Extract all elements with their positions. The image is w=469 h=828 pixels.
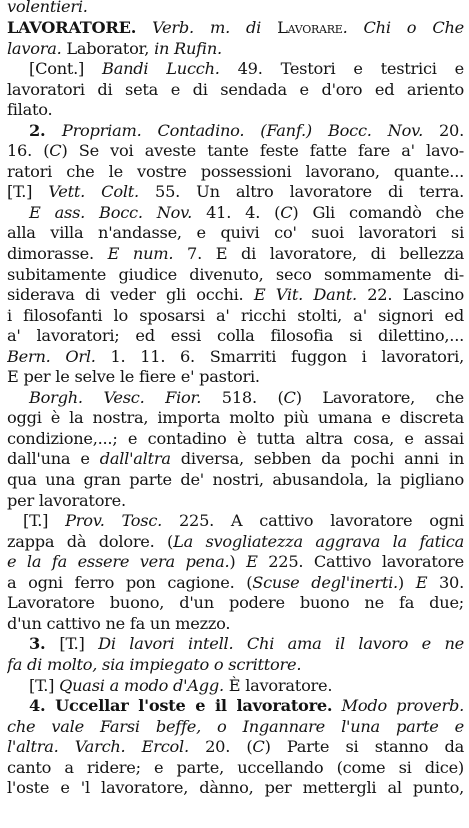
text-line [7,388,464,409]
text-line [7,676,464,697]
text-segment: 3. [29,634,60,654]
text-line [7,162,464,183]
text-line [7,203,464,224]
text-segment: diversa, sebben da pochi anni in [170,449,464,469]
text-segment: ) Gli comandò che [292,202,464,222]
text-line [7,39,464,60]
text-segment: 1. 11. 6. Smarriti fuggon i lavoratori, [95,346,464,366]
text-segment: 30. [427,572,464,592]
text-segment: 518. ( [201,387,284,407]
text-line [7,59,464,80]
text-line [7,717,464,738]
text-segment: a ogni ferro pon cagione. ( [7,572,253,592]
text-segment: ) Parte si stanno da [264,737,464,757]
text-line [7,573,464,594]
text-line [7,285,464,306]
text-segment: e la fa essere vera pena. [7,552,230,572]
text-line [7,306,464,327]
text-segment: Bern. Orl. [7,346,96,366]
text-segment: filato. [7,100,53,120]
text-segment: d'un cattivo ne fa un mezzo. [7,613,231,633]
text-segment: [T.] [7,182,49,202]
text-segment: condizione,...; e contadino è tutta altra cosa, e assai [7,428,464,448]
text-segment: E ass. Bocc. Nov. [29,202,193,222]
text-line [7,326,464,347]
text-segment: ) [397,572,416,592]
text-segment: canto a ridere; e parte, uccellando (come si dice) [7,757,464,777]
text-segment: alla villa n'andasse, e quivi co' suoi lavoratori si [7,223,464,243]
text-line [7,778,464,799]
text-segment: È lavoratore. [223,675,333,695]
text-segment: LAVORATORE. [7,18,137,37]
text-line [7,182,464,203]
text-line [7,552,464,573]
text-line [7,655,464,676]
text-segment: E [246,552,258,572]
text-segment: C [49,141,62,161]
text-segment: Prov. Tosc. [65,511,163,531]
text-segment: 49. Testori e testrici e [219,59,464,79]
text-segment: ratori che le vostre possessioni lavorano, quante... [7,161,464,181]
text-segment: siderava di veder gli occhi. [7,285,254,305]
text-segment: 20. [422,120,464,140]
text-segment: oggi è la nostra, importa molto più umana e discreta [7,408,464,428]
text-segment: Scuse degl'inerti. [252,572,398,592]
text-segment: C [252,737,265,757]
text-line [7,491,464,512]
text-segment: . Chi o Che [342,18,464,37]
text-segment: 55. Un altro lavoratore di terra. [138,182,464,202]
text-segment: i filosofanti lo sposarsi a' ricchi stolti, a' signori ed [7,305,464,325]
text-segment: 20. ( [188,737,253,757]
text-line [7,121,464,142]
text-segment: lavoratori di seta e di sendada e d'oro ed ariento [7,79,464,99]
text-segment: l'oste e 'l lavoratore, dànno, per mettergli al punto, [7,778,464,798]
text-segment: lavora. [7,38,62,58]
text-segment: Di lavori intell. Chi ama il lavoro e ne [98,634,464,654]
text-segment: 4. Uccellar l'oste e il lavoratore. [29,696,333,716]
text-segment: ) [229,552,247,572]
text-segment: [Cont.] [29,59,103,79]
text-segment: Bandi Lucch. [102,59,220,79]
text-segment: Laborator, [61,38,155,58]
text-line [7,470,464,491]
text-segment: Verb. m. di [136,18,278,37]
text-segment: [T.] [59,634,99,654]
text-segment: Borgh. Vesc. Fior. [29,387,202,407]
text-segment: Lavorare [277,18,343,37]
text-segment: E Vit. Dant. [253,285,357,305]
text-segment: ) Lavoratore, che [295,387,464,407]
text-segment: a' lavoratori; ed essi colla filosofia si dilettino,... [7,326,464,346]
text-segment: 225. A cattivo lavoratore ogni [162,511,464,531]
text-line [7,593,464,614]
text-segment: [T.] [29,675,60,695]
text-line [7,18,464,39]
text-segment: Lavoratore buono, d'un podere buono ne fa due; [7,593,464,613]
text-line [7,758,464,779]
text-segment: Quasi a modo d'Agg. [59,675,224,695]
text-line [7,100,464,121]
text-segment: 22. Lascino [356,285,464,305]
text-segment: che vale Farsi beffe, o Ingannare l'una parte e [7,716,464,736]
text-line [7,223,464,244]
text-line [7,737,464,758]
text-line [7,347,464,368]
text-line [7,80,464,101]
text-segment: C [283,387,296,407]
text-segment: dall'altra [99,449,171,469]
text-segment: subitamente giudice divenuto, seco sommamente di- [7,264,464,284]
text-line [7,244,464,265]
text-line [7,0,464,18]
text-segment: fa di molto, sia impiegato o scrittore. [7,654,302,674]
text-line [7,614,464,635]
text-segment: E per le selve le fiere e' pastori. [7,367,260,387]
text-line [7,367,464,388]
text-line [7,141,464,162]
text-segment: qua una gran parte de' nostri, abusandola, la pigliano [7,470,464,490]
text-segment: volentieri. [7,0,88,16]
text-segment: ) Se voi aveste tante feste fatte fare a' lavo- [61,141,464,161]
text-segment: [T.] [23,511,66,531]
text-segment: E [415,572,428,592]
text-line [7,532,464,553]
text-segment: C [280,202,293,222]
text-line [7,408,464,429]
text-line [7,696,464,717]
text-segment: per lavoratore. [7,490,126,510]
text-segment: in Rufin. [154,38,222,58]
text-segment: E num. [107,244,174,264]
text-segment: l'altra. Varch. Ercol. [7,737,189,757]
text-line [7,265,464,286]
text-segment: La svogliatezza aggrava la fatica [173,531,464,551]
text-segment: dall'una e [7,449,100,469]
text-segment: dimorasse. [7,244,108,264]
text-line [7,449,464,470]
text-segment: 16. ( [7,141,50,161]
text-segment: 225. Cattivo lavoratore [257,552,464,572]
text-line [7,429,464,450]
text-segment: 7. E di lavoratore, di bellezza [173,244,464,264]
text-segment: Modo proverb. [332,696,464,716]
text-segment: zappa dà dolore. ( [7,531,174,551]
text-segment: 41. 4. ( [192,202,281,222]
text-segment: Propriam. Contadino. (Fanf.) Bocc. Nov. [61,120,423,140]
text-segment: 2. [29,120,62,140]
text-line [7,634,464,655]
text-segment: Vett. Colt. [48,182,139,202]
text-line [7,511,464,532]
